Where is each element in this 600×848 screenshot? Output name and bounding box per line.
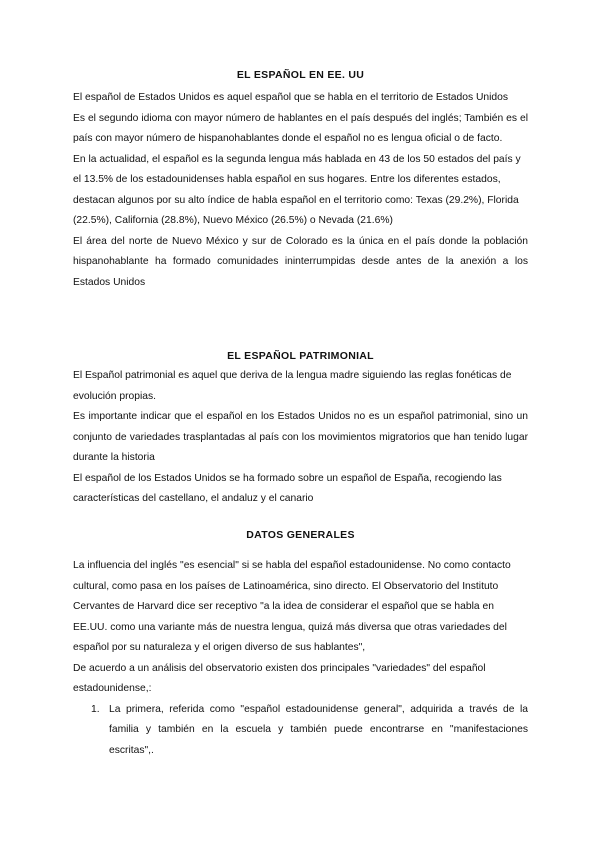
section-espanol-patrimonial xyxy=(73,349,528,510)
paragraph: El español de Estados Unidos es aquel español que se habla en el territorio de Estados Unidos xyxy=(73,92,509,103)
section-datos-generales xyxy=(73,528,528,761)
paragraph: El área del norte de Nuevo México y sur de Colorado es la única en el país donde la población hispanohablante ha formado comunidades ininterrumpidas desde antes de la anexión a los Estados Unidos xyxy=(73,235,528,288)
list-number: 1. xyxy=(91,703,100,715)
paragraph: El Español patrimonial es aquel que deriva de la lengua madre siguiendo las reglas fonéticas de evolución propias. xyxy=(73,370,512,402)
paragraph: Es el segundo idioma con mayor número de hablantes en el país después del inglés; También es el país con mayor número de hispanohablantes donde el español no es lengua oficial o de facto. xyxy=(73,112,528,144)
list-item xyxy=(73,700,528,762)
section-title: EL ESPAÑOL PATRIMONIAL xyxy=(227,350,374,362)
paragraph: Es importante indicar que el español en los Estados Unidos no es un español patrimonial, sino un conjunto de variedades trasplantadas al país con los movimientos migratorios que han tenido lugar durante la historia xyxy=(73,411,528,463)
paragraph: En la actualidad, el español es la segunda lengua más hablada en 43 de los 50 estados del país y el 13.5% de los estadounidenses habla español en sus hogares. Entre los diferentes estados, destacan algunos por su alto índice de habla español en el territorio como: Texas (29.2%), Florida (22.5%), California (28.8%), Nuevo México (26.5%) o Nevada (21.6%) xyxy=(73,153,521,226)
section-title: DATOS GENERALES xyxy=(246,529,355,541)
paragraph: El español de los Estados Unidos se ha formado sobre un español de España, recogiendo las características del castellano, el andaluz y el canario xyxy=(73,472,502,504)
list-item-text: La primera, referida como "español estadounidense general", adquirida a través de la familia y también en la escuela y también puede encontrarse en "manifestaciones escritas",. xyxy=(109,703,528,756)
paragraph: De acuerdo a un análisis del observatorio existen dos principales "variedades" del español estadounidense,: xyxy=(73,662,486,694)
section-title: EL ESPAÑOL EN EE. UU xyxy=(236,69,365,81)
paragraph: La influencia del inglés "es esencial" si se habla del español estadounidense. No como contacto cultural, como pasa en los países de Latinoamérica, sino directo. El Observatorio del Instituto Cervantes de Harvard dice ser receptivo "a la idea de considerar el español que se habla en EE.UU. como una variante más de nuestra lengua, quizá más diversa que otras variedades del español por su naturaleza y el origen diverso de sus hablantes", xyxy=(73,560,511,653)
varieties-list xyxy=(73,700,528,762)
section-espanol-en-eeuu xyxy=(73,68,528,293)
